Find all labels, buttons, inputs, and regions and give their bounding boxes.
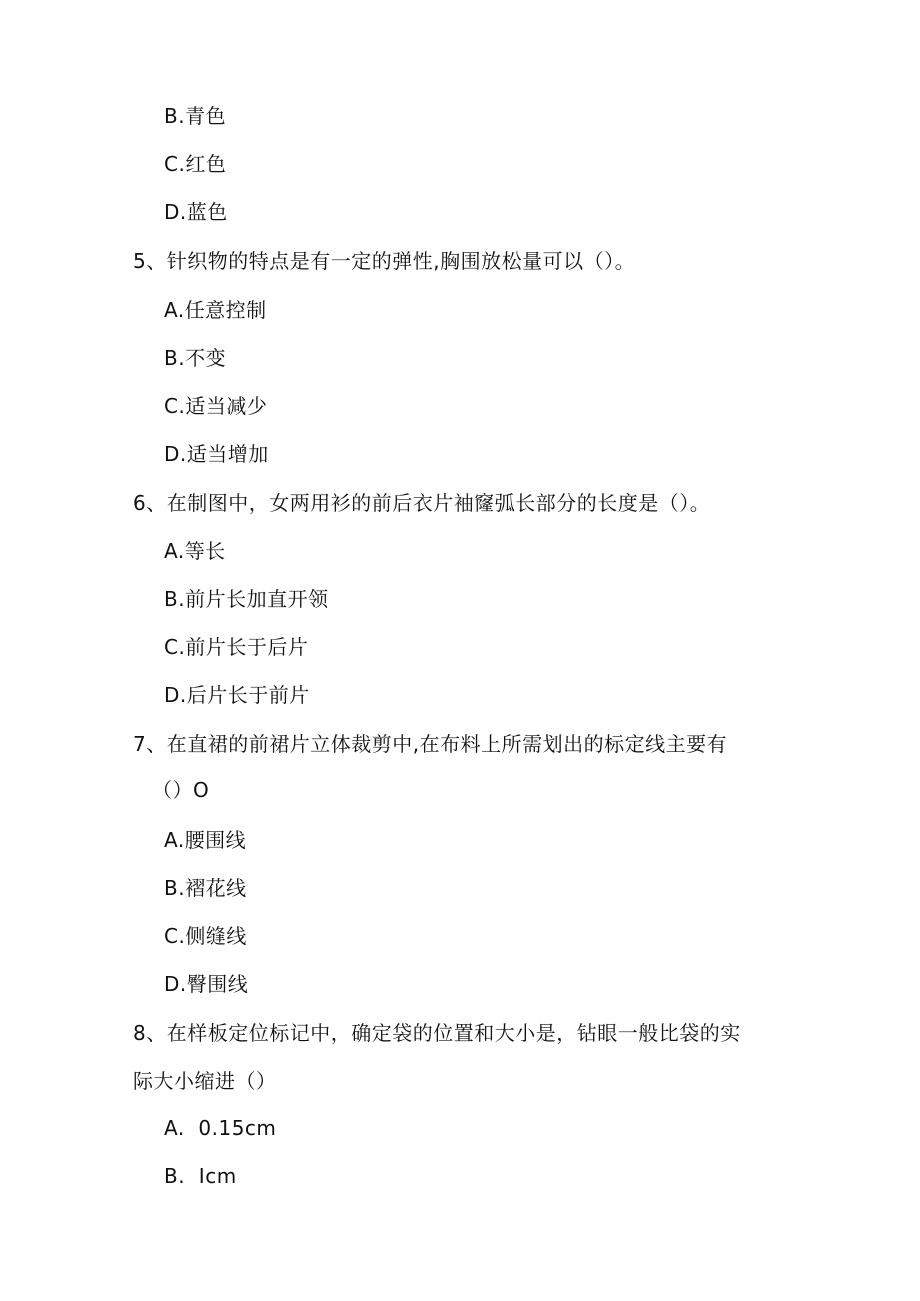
question-7-option-b: B.褶花线 <box>164 876 247 900</box>
option-d: D.蓝色 <box>164 200 228 224</box>
question-8-option-a: A. 0.15cm <box>164 1116 277 1140</box>
question-7-stem-continued: （）O <box>152 778 210 802</box>
question-5-option-d: D.适当增加 <box>164 442 269 466</box>
question-5-stem: 5、针织物的特点是有一定的弹性,胸围放松量可以（）。 <box>133 249 636 273</box>
question-7-option-a: A.腰围线 <box>164 828 247 852</box>
option-c: C.红色 <box>164 152 227 176</box>
question-7-stem: 7、在直裙的前裙片立体裁剪中,在布料上所需划出的标定线主要有 <box>133 732 728 756</box>
question-5-option-a: A.任意控制 <box>164 298 267 322</box>
option-b: B.青色 <box>164 104 227 128</box>
question-8-stem-continued: 际大小缩进（） <box>133 1069 277 1093</box>
question-5-option-b: B.不变 <box>164 346 227 370</box>
question-8-option-b: B. Icm <box>164 1164 237 1188</box>
question-5-option-c: C.适当减少 <box>164 394 268 418</box>
question-8-stem: 8、在样板定位标记中，确定袋的位置和大小是，钻眼一般比袋的实 <box>133 1021 741 1045</box>
question-6-option-b: B.前片长加直开领 <box>164 587 329 611</box>
question-6-stem: 6、在制图中，女两用衫的前后衣片袖窿弧长部分的长度是（）。 <box>133 491 711 515</box>
question-6-option-d: D.后片长于前片 <box>164 683 310 707</box>
question-7-option-c: C.侧缝线 <box>164 924 247 948</box>
question-6-option-c: C.前片长于后片 <box>164 635 309 659</box>
question-7-option-d: D.臀围线 <box>164 972 249 996</box>
question-6-option-a: A.等长 <box>164 539 226 563</box>
